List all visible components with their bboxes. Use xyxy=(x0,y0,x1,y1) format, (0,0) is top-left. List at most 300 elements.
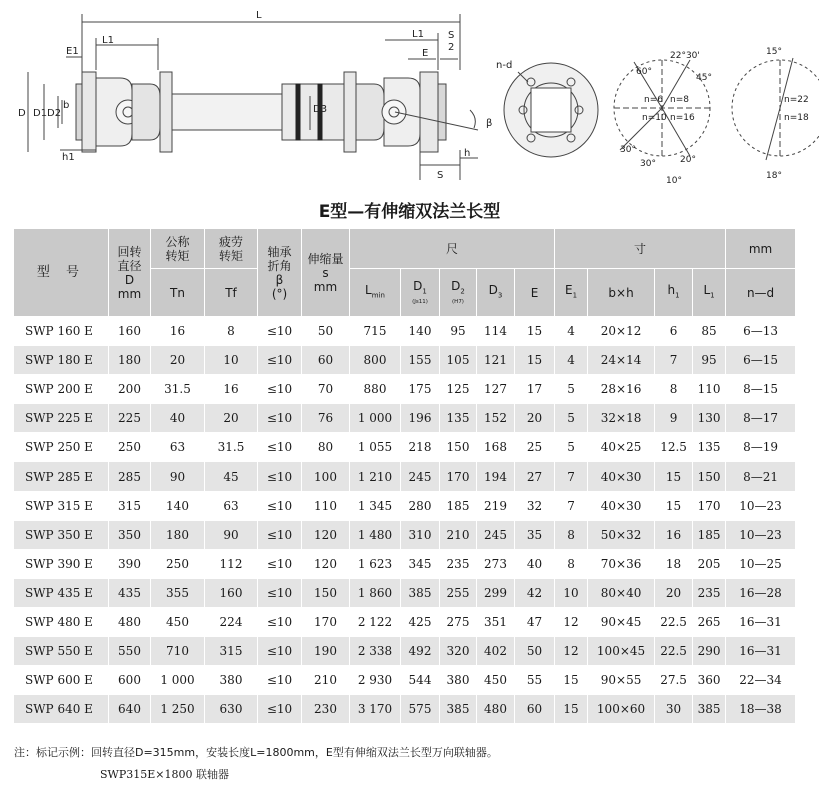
table-cell: 880 xyxy=(350,375,401,404)
table-cell: 16—28 xyxy=(726,579,796,608)
model-cell: SWP 600 E xyxy=(14,666,109,695)
table-cell: 4 xyxy=(555,317,588,346)
header-d1-tol: (Js11) xyxy=(412,298,428,305)
table-cell: 180 xyxy=(109,346,151,375)
table-cell: 800 xyxy=(350,346,401,375)
header-lmin xyxy=(350,269,401,317)
table-cell: 1 345 xyxy=(350,492,401,521)
header-d1-main: D xyxy=(413,279,423,294)
table-cell: 1 000 xyxy=(151,666,205,695)
label-b: b xyxy=(63,100,70,111)
label-L1-left: L1 xyxy=(102,35,114,46)
table-cell: 1 055 xyxy=(350,433,401,462)
model-cell: SWP 225 E xyxy=(14,404,109,433)
header-e: E xyxy=(515,269,555,317)
table-cell: 121 xyxy=(477,346,515,375)
table-cell: 170 xyxy=(693,492,726,521)
table-cell: 55 xyxy=(515,666,555,695)
label-S-bottom: S xyxy=(437,170,444,181)
table-cell: 435 xyxy=(109,579,151,608)
label-S: S xyxy=(448,30,455,41)
table-cell: 42 xyxy=(515,579,555,608)
spec-table xyxy=(14,229,796,724)
table-cell: 7 xyxy=(555,492,588,521)
table-cell: 20 xyxy=(655,579,693,608)
model-cell: SWP 435 E xyxy=(14,579,109,608)
table-cell: 45 xyxy=(205,462,258,491)
angle-30-b: 30° xyxy=(640,159,656,169)
table-cell: 385 xyxy=(440,695,477,724)
table-cell: ≤10 xyxy=(258,666,302,695)
table-cell: 6—15 xyxy=(726,346,796,375)
table-cell: 16 xyxy=(151,317,205,346)
model-cell: SWP 250 E xyxy=(14,433,109,462)
table-cell: 120 xyxy=(302,521,350,550)
table-cell: 17 xyxy=(515,375,555,404)
table-cell: 450 xyxy=(151,608,205,637)
table-cell: 10—25 xyxy=(726,550,796,579)
table-cell: 250 xyxy=(151,550,205,579)
count-n22: n=22 xyxy=(784,95,809,105)
table-cell: 90 xyxy=(205,521,258,550)
table-cell: 600 xyxy=(109,666,151,695)
table-cell: 345 xyxy=(401,550,440,579)
table-cell: 390 xyxy=(109,550,151,579)
table-cell: 224 xyxy=(205,608,258,637)
table-cell: 12 xyxy=(555,637,588,666)
table-cell: 190 xyxy=(302,637,350,666)
table-cell: 10 xyxy=(205,346,258,375)
table-cell: 380 xyxy=(205,666,258,695)
table-cell: 18 xyxy=(655,550,693,579)
label-nd: n-d xyxy=(496,60,513,71)
table-cell: 140 xyxy=(151,492,205,521)
angle-22-30: 22°30' xyxy=(670,51,700,61)
header-axis-angle-2: 折角 xyxy=(267,258,292,273)
header-telescoping-2: s xyxy=(322,265,329,280)
table-cell: 9 xyxy=(655,404,693,433)
table-cell: 110 xyxy=(302,492,350,521)
table-cell: 110 xyxy=(693,375,726,404)
table-cell: 492 xyxy=(401,637,440,666)
table-cell: 630 xyxy=(205,695,258,724)
technical-drawing xyxy=(0,0,819,195)
table-cell: 30 xyxy=(655,695,693,724)
table-cell: ≤10 xyxy=(258,462,302,491)
table-cell: 2 122 xyxy=(350,608,401,637)
model-cell: SWP 550 E xyxy=(14,637,109,666)
table-row xyxy=(14,317,796,346)
model-cell: SWP 390 E xyxy=(14,550,109,579)
header-dim-chi: 尺 xyxy=(350,229,555,269)
table-cell: 31.5 xyxy=(205,433,258,462)
table-cell: 16 xyxy=(655,521,693,550)
table-cell: 230 xyxy=(302,695,350,724)
table-cell: 20×12 xyxy=(588,317,655,346)
header-d1 xyxy=(401,269,440,317)
header-nd: n—d xyxy=(726,269,796,317)
header-tf xyxy=(205,269,258,317)
table-cell: 25 xyxy=(515,433,555,462)
table-cell: 152 xyxy=(477,404,515,433)
table-row xyxy=(14,521,796,550)
header-d2-tol: (H7) xyxy=(452,298,464,305)
header-tn-sym: Tn xyxy=(170,285,185,300)
table-cell: 22.5 xyxy=(655,637,693,666)
table-cell: 168 xyxy=(477,433,515,462)
header-axis-angle-3: β xyxy=(275,272,284,287)
angle-30-a: 30° xyxy=(620,145,636,155)
table-cell: 8 xyxy=(555,521,588,550)
table-cell: 22.5 xyxy=(655,608,693,637)
table-cell: ≤10 xyxy=(258,579,302,608)
table-cell: 185 xyxy=(693,521,726,550)
table-cell: 70×36 xyxy=(588,550,655,579)
header-rot-dia xyxy=(109,229,151,317)
table-cell: 550 xyxy=(109,637,151,666)
table-cell: 5 xyxy=(555,404,588,433)
header-axis-angle xyxy=(258,229,302,317)
header-tf-sym: Tf xyxy=(225,285,237,300)
table-cell: 2 338 xyxy=(350,637,401,666)
label-L1-right: L1 xyxy=(412,29,424,40)
footnote-example: SWP315E×1800 联轴器 xyxy=(100,768,229,781)
table-cell: 235 xyxy=(693,579,726,608)
table-cell: 20 xyxy=(151,346,205,375)
header-rot-dia-2: 直径 xyxy=(117,258,142,273)
table-cell: 273 xyxy=(477,550,515,579)
header-nom-torque-2: 转矩 xyxy=(165,248,190,263)
table-cell: 40×30 xyxy=(588,462,655,491)
table-row xyxy=(14,666,796,695)
table-cell: 112 xyxy=(205,550,258,579)
table-cell: 715 xyxy=(350,317,401,346)
table-cell: 351 xyxy=(477,608,515,637)
label-two: 2 xyxy=(448,42,455,53)
header-dim-cun: 寸 xyxy=(555,229,726,269)
angle-15: 15° xyxy=(766,47,782,57)
header-axis-angle-1: 轴承 xyxy=(267,244,292,259)
table-cell: 710 xyxy=(151,637,205,666)
table-cell: 5 xyxy=(555,433,588,462)
table-cell: 22—34 xyxy=(726,666,796,695)
label-beta: β xyxy=(486,118,493,129)
header-model: 型 号 xyxy=(14,229,109,317)
table-cell: 32 xyxy=(515,492,555,521)
table-cell: 575 xyxy=(401,695,440,724)
table-cell: 15 xyxy=(555,666,588,695)
table-cell: 10—23 xyxy=(726,492,796,521)
table-cell: 8 xyxy=(655,375,693,404)
table-cell: ≤10 xyxy=(258,404,302,433)
table-cell: 90 xyxy=(151,462,205,491)
header-tn xyxy=(151,269,205,317)
table-cell: 219 xyxy=(477,492,515,521)
table-cell: 205 xyxy=(693,550,726,579)
table-cell: 16—31 xyxy=(726,608,796,637)
table-cell: 1 250 xyxy=(151,695,205,724)
header-fat-torque xyxy=(205,229,258,269)
table-cell: 120 xyxy=(302,550,350,579)
footnote: 注：标记示例：回转直径D=315mm，安装长度L=1800mm，E型有伸缩双法兰长型万向联轴器。 xyxy=(14,746,498,759)
angle-10: 10° xyxy=(666,176,682,186)
table-cell: 24×14 xyxy=(588,346,655,375)
table-cell: 127 xyxy=(477,375,515,404)
table-cell: 32×18 xyxy=(588,404,655,433)
table-cell: 150 xyxy=(302,579,350,608)
table-cell: 6 xyxy=(655,317,693,346)
table-cell: ≤10 xyxy=(258,521,302,550)
table-cell: 450 xyxy=(477,666,515,695)
table-row xyxy=(14,579,796,608)
label-E1: E1 xyxy=(66,46,79,57)
label-E: E xyxy=(422,48,429,59)
header-d3-main: D xyxy=(488,282,498,297)
table-cell: 105 xyxy=(440,346,477,375)
table-cell: 20 xyxy=(205,404,258,433)
table-cell: 27 xyxy=(515,462,555,491)
table-cell: 10 xyxy=(555,579,588,608)
table-cell: 385 xyxy=(401,579,440,608)
table-row xyxy=(14,550,796,579)
count-n6: n=6 xyxy=(644,95,663,105)
model-cell: SWP 315 E xyxy=(14,492,109,521)
table-cell: 1 623 xyxy=(350,550,401,579)
table-cell: 140 xyxy=(401,317,440,346)
table-cell: 80 xyxy=(302,433,350,462)
table-row xyxy=(14,695,796,724)
table-cell: 16 xyxy=(205,375,258,404)
table-cell: 27.5 xyxy=(655,666,693,695)
header-h1-sub: 1 xyxy=(675,291,680,300)
table-row xyxy=(14,462,796,491)
label-h: h xyxy=(464,148,471,159)
header-dim-mm: mm xyxy=(726,229,796,269)
model-cell: SWP 350 E xyxy=(14,521,109,550)
table-cell: 480 xyxy=(477,695,515,724)
table-cell: 95 xyxy=(440,317,477,346)
table-cell: 28×16 xyxy=(588,375,655,404)
header-telescoping-3: mm xyxy=(313,279,338,294)
header-d2-sub: 2 xyxy=(460,287,465,296)
table-row xyxy=(14,492,796,521)
table-row xyxy=(14,608,796,637)
label-L: L xyxy=(256,10,262,21)
table-cell: 2 930 xyxy=(350,666,401,695)
table-cell: 135 xyxy=(693,433,726,462)
header-lmin-sub: min xyxy=(371,291,385,300)
table-cell: 100×45 xyxy=(588,637,655,666)
table-cell: 210 xyxy=(302,666,350,695)
table-cell: 160 xyxy=(205,579,258,608)
table-cell: 15 xyxy=(555,695,588,724)
angle-45: 45° xyxy=(696,73,712,83)
label-D3: D3 xyxy=(313,104,328,115)
table-cell: 50 xyxy=(302,317,350,346)
header-e1-main: E xyxy=(565,282,573,297)
table-cell: 7 xyxy=(655,346,693,375)
table-cell: 380 xyxy=(440,666,477,695)
table-cell: 280 xyxy=(401,492,440,521)
table-cell: 4 xyxy=(555,346,588,375)
table-cell: 8—19 xyxy=(726,433,796,462)
table-cell: ≤10 xyxy=(258,375,302,404)
table-cell: 544 xyxy=(401,666,440,695)
table-cell: 170 xyxy=(440,462,477,491)
header-nom-torque-1: 公称 xyxy=(165,234,190,249)
header-d2 xyxy=(440,269,477,317)
table-cell: 20 xyxy=(515,404,555,433)
header-l1 xyxy=(693,269,726,317)
table-cell: 8 xyxy=(205,317,258,346)
table-cell: 255 xyxy=(440,579,477,608)
table-cell: ≤10 xyxy=(258,550,302,579)
label-D2: D2 xyxy=(47,108,62,119)
table-cell: 640 xyxy=(109,695,151,724)
table-cell: 18—38 xyxy=(726,695,796,724)
table-cell: ≤10 xyxy=(258,695,302,724)
table-cell: 40×30 xyxy=(588,492,655,521)
table-cell: 200 xyxy=(109,375,151,404)
header-nom-torque xyxy=(151,229,205,269)
table-cell: 35 xyxy=(515,521,555,550)
header-d3-sub: 3 xyxy=(497,291,503,300)
table-cell: 315 xyxy=(109,492,151,521)
model-cell: SWP 480 E xyxy=(14,608,109,637)
table-cell: 125 xyxy=(440,375,477,404)
table-cell: 235 xyxy=(440,550,477,579)
table-cell: 250 xyxy=(109,433,151,462)
table-cell: 194 xyxy=(477,462,515,491)
table-cell: 350 xyxy=(109,521,151,550)
table-cell: 40 xyxy=(515,550,555,579)
model-cell: SWP 285 E xyxy=(14,462,109,491)
table-cell: 63 xyxy=(205,492,258,521)
table-cell: 355 xyxy=(151,579,205,608)
header-l1-sub: 1 xyxy=(710,291,715,300)
table-cell: ≤10 xyxy=(258,608,302,637)
header-h1 xyxy=(655,269,693,317)
table-cell: 8—17 xyxy=(726,404,796,433)
table-cell: 40×25 xyxy=(588,433,655,462)
count-n10: n=10 xyxy=(642,113,667,123)
table-cell: 95 xyxy=(693,346,726,375)
table-cell: 150 xyxy=(693,462,726,491)
table-cell: 218 xyxy=(401,433,440,462)
header-h1-main: h xyxy=(667,282,676,297)
table-cell: ≤10 xyxy=(258,433,302,462)
table-cell: 155 xyxy=(401,346,440,375)
table-cell: 180 xyxy=(151,521,205,550)
label-D: D xyxy=(18,108,26,119)
table-cell: 40 xyxy=(151,404,205,433)
table-cell: 1 210 xyxy=(350,462,401,491)
table-cell: 245 xyxy=(401,462,440,491)
table-cell: 8 xyxy=(555,550,588,579)
table-cell: 130 xyxy=(693,404,726,433)
table-row xyxy=(14,637,796,666)
table-cell: 275 xyxy=(440,608,477,637)
table-cell: 210 xyxy=(440,521,477,550)
model-cell: SWP 160 E xyxy=(14,317,109,346)
table-cell: 114 xyxy=(477,317,515,346)
table-cell: 90×55 xyxy=(588,666,655,695)
page-title: E型—有伸缩双法兰长型 xyxy=(318,202,501,222)
table-cell: 315 xyxy=(205,637,258,666)
table-cell: 31.5 xyxy=(151,375,205,404)
table-cell: ≤10 xyxy=(258,317,302,346)
header-fat-torque-2: 转矩 xyxy=(218,248,243,263)
table-cell: 320 xyxy=(440,637,477,666)
table-cell: 8—15 xyxy=(726,375,796,404)
table-cell: 1 860 xyxy=(350,579,401,608)
table-cell: 8—21 xyxy=(726,462,796,491)
table-cell: 425 xyxy=(401,608,440,637)
table-cell: 7 xyxy=(555,462,588,491)
model-cell: SWP 180 E xyxy=(14,346,109,375)
table-row xyxy=(14,375,796,404)
table-cell: 47 xyxy=(515,608,555,637)
table-cell: 290 xyxy=(693,637,726,666)
angle-20: 20° xyxy=(680,155,696,165)
table-cell: 76 xyxy=(302,404,350,433)
table-row xyxy=(14,346,796,375)
table-cell: 480 xyxy=(109,608,151,637)
table-cell: 80×40 xyxy=(588,579,655,608)
table-cell: 3 170 xyxy=(350,695,401,724)
count-n8: n=8 xyxy=(670,95,689,105)
header-e1 xyxy=(555,269,588,317)
table-cell: 285 xyxy=(109,462,151,491)
table-cell: 10—23 xyxy=(726,521,796,550)
angle-60: 60° xyxy=(636,67,652,77)
table-cell: ≤10 xyxy=(258,492,302,521)
model-cell: SWP 200 E xyxy=(14,375,109,404)
table-cell: 160 xyxy=(109,317,151,346)
table-cell: 265 xyxy=(693,608,726,637)
table-cell: 15 xyxy=(515,317,555,346)
table-cell: 6—13 xyxy=(726,317,796,346)
header-telescoping-1: 伸缩量 xyxy=(307,251,344,266)
table-row xyxy=(14,404,796,433)
table-body xyxy=(14,317,796,724)
header-d1-sub: 1 xyxy=(422,287,427,296)
header-e1-sub: 1 xyxy=(572,291,578,300)
table-cell: 150 xyxy=(440,433,477,462)
table-cell: 60 xyxy=(302,346,350,375)
table-cell: 299 xyxy=(477,579,515,608)
table-cell: 63 xyxy=(151,433,205,462)
count-n16: n=16 xyxy=(670,113,695,123)
table-cell: 245 xyxy=(477,521,515,550)
header-telescoping xyxy=(302,229,350,317)
table-cell: 90×45 xyxy=(588,608,655,637)
table-cell: 85 xyxy=(693,317,726,346)
table-cell: 185 xyxy=(440,492,477,521)
header-rot-dia-4: mm xyxy=(117,286,142,301)
label-D1: D1 xyxy=(33,108,48,119)
table-cell: 70 xyxy=(302,375,350,404)
table-cell: 170 xyxy=(302,608,350,637)
table-cell: 12.5 xyxy=(655,433,693,462)
header-axis-angle-4: (°) xyxy=(271,286,288,301)
header-rot-dia-3: D xyxy=(124,272,135,287)
table-row xyxy=(14,433,796,462)
table-cell: 360 xyxy=(693,666,726,695)
table-cell: 402 xyxy=(477,637,515,666)
header-fat-torque-1: 疲劳 xyxy=(218,234,243,249)
header-d3 xyxy=(477,269,515,317)
